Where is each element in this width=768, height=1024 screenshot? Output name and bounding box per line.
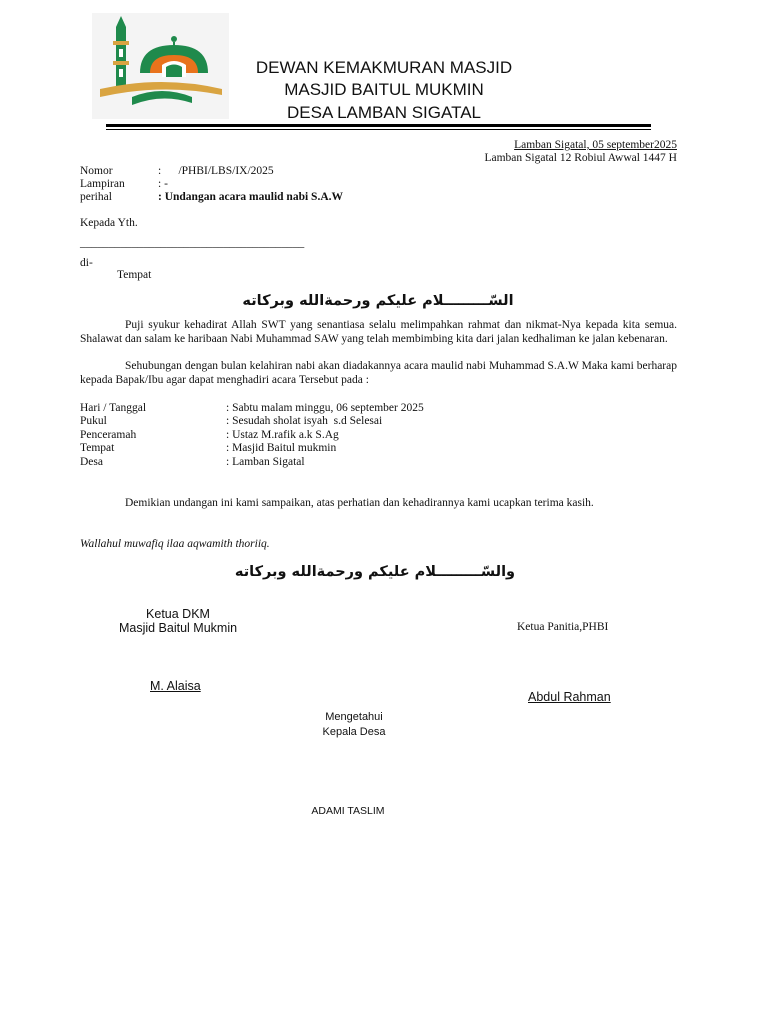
salam-opening: السّـــــــــلام عليكم ورحمةالله وبركاته	[242, 293, 514, 309]
event-value-penceramah: : Ustaz M.rafik a.k S.Ag	[226, 429, 339, 441]
center-signatory-name: ADAMI TASLIM	[311, 805, 385, 817]
event-label-penceramah: Penceramah	[80, 429, 137, 441]
header-line-1: DEWAN KEMAKMURAN MASJID	[255, 58, 513, 77]
event-label-hari: Hari / Tanggal	[80, 402, 147, 414]
event-value-hari: : Sabtu malam minggu, 06 september 2025	[226, 402, 424, 414]
date-hijri: Lamban Sigatal 12 Robiul Awwal 1447 H	[484, 152, 677, 164]
body-paragraph-1: Puji syukur kehadirat Allah SWT yang senantiasa selalu melimpahkan rahmat dan nikmat-Nya kepada kita semua. Shalawat dan salam ke haribaan Nabi Muhammad SAW yang telah membimbing kita dari jalan kedhaliman ke jalan kebenaran.	[80, 319, 677, 345]
ketua-panitia-title: Ketua Panitia,PHBI	[517, 621, 609, 633]
header-divider-thin	[106, 129, 651, 130]
event-value-tempat: : Masjid Baitul mukmin	[226, 442, 337, 454]
kepala-desa-title: Kepala Desa	[322, 726, 386, 738]
event-label-pukul: Pukul	[80, 415, 107, 427]
header-divider	[106, 124, 651, 127]
perihal-value: : Undangan acara maulid nabi S.A.W	[158, 191, 343, 203]
salam-closing: والسّـــــــــلام عليكم ورحمةالله وبركاته	[234, 564, 516, 580]
event-value-pukul: : Sesudah sholat isyah s.d Selesai	[226, 415, 383, 427]
header-line-3: DESA LAMBAN SIGATAL	[287, 103, 481, 122]
recipient-blank-line: _______________________________________	[80, 237, 305, 249]
event-value-desa: : Lamban Sigatal	[226, 456, 305, 468]
masjid-title: Masjid Baitul Mukmin	[118, 621, 238, 635]
left-signatory-name: M. Alaisa	[150, 679, 201, 693]
event-label-tempat: Tempat	[80, 442, 115, 454]
perihal-label: perihal	[80, 191, 112, 203]
ketua-dkm-title: Ketua DKM	[146, 607, 210, 621]
closing-paragraph: Demikian undangan ini kami sampaikan, atas perhatian dan kehadirannya kami ucapkan terima kasih.	[125, 497, 594, 509]
body-paragraph-2: Sehubungan dengan bulan kelahiran nabi akan diadakannya acara maulid nabi Muhammad S.A.W Maka kami berharap kepada Bapak/Ibu agar dapat menghadiri acara Tersebut pada :	[80, 360, 677, 386]
date-masehi: Lamban Sigatal, 05 september2025	[514, 139, 677, 151]
tempat-label: Tempat	[117, 269, 152, 281]
kepada-yth: Kepada Yth.	[80, 217, 138, 229]
header-line-2: MASJID BAITUL MUKMIN	[284, 80, 484, 99]
mosque-logo	[92, 13, 229, 119]
lampiran-value: : -	[158, 178, 168, 190]
nomor-label: Nomor	[80, 165, 113, 177]
di-label: di-	[80, 257, 93, 269]
event-label-desa: Desa	[80, 456, 103, 468]
right-signatory-name: Abdul Rahman	[528, 690, 611, 704]
lampiran-label: Lampiran	[80, 178, 125, 190]
wallahul-text: Wallahul muwafiq ilaa aqwamith thoriiq.	[80, 538, 270, 550]
nomor-value: : /PHBI/LBS/IX/2025	[158, 165, 274, 177]
mengetahui-label: Mengetahui	[325, 711, 383, 723]
